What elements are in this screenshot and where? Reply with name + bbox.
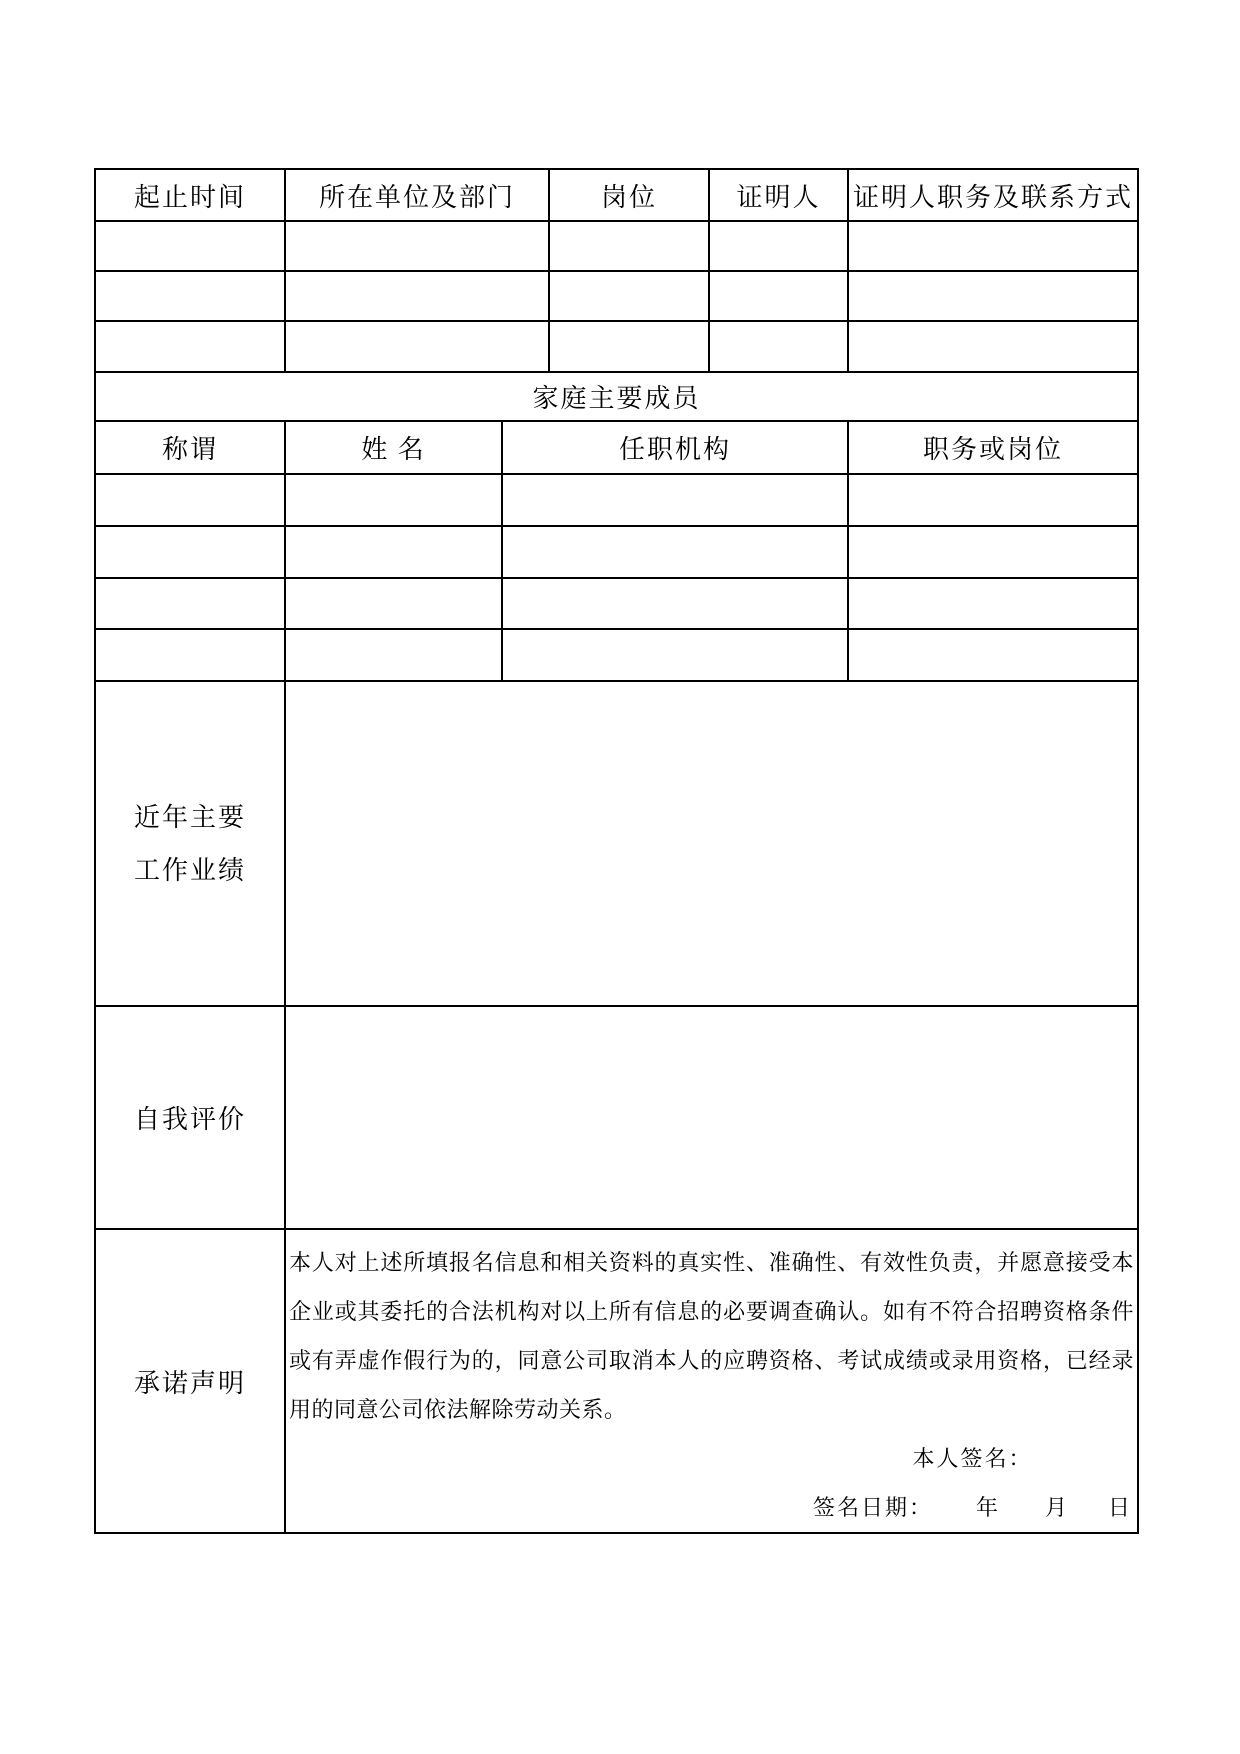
work-history-reference-cell[interactable] — [709, 271, 848, 321]
family-header-organization: 任职机构 — [502, 421, 848, 474]
work-history-post-cell[interactable] — [549, 321, 709, 372]
declaration-label: 承诺声明 — [95, 1229, 285, 1533]
work-history-reference-contact-cell[interactable] — [848, 221, 1138, 271]
work-history-unit-cell[interactable] — [285, 321, 549, 372]
family-position-cell[interactable] — [848, 629, 1138, 681]
family-name-cell[interactable] — [285, 474, 502, 526]
family-organization-cell[interactable] — [502, 629, 848, 681]
family-section-row — [95, 372, 1138, 421]
date-unit-year: 年 — [975, 1495, 1000, 1520]
family-position-cell[interactable] — [848, 578, 1138, 629]
achievements-row — [95, 681, 1138, 1006]
family-row — [95, 629, 1138, 681]
signature-date-label: 签名日期： — [812, 1495, 933, 1520]
self-evaluation-label: 自我评价 — [95, 1006, 285, 1229]
declaration-content-cell — [285, 1229, 1138, 1533]
date-unit-month: 月 — [1045, 1495, 1070, 1520]
work-history-row — [95, 221, 1138, 271]
family-position-cell[interactable] — [848, 474, 1138, 526]
declaration-row — [95, 1229, 1138, 1533]
work-history-reference-contact-cell[interactable] — [848, 321, 1138, 372]
work-history-time-cell[interactable] — [95, 321, 285, 372]
family-position-cell[interactable] — [848, 526, 1138, 578]
family-header-row — [95, 421, 1138, 474]
work-history-header-unit: 所在单位及部门 — [285, 169, 549, 221]
work-history-header-post: 岗位 — [549, 169, 709, 221]
work-history-row — [95, 271, 1138, 321]
family-row — [95, 474, 1138, 526]
work-history-header-row — [95, 169, 1138, 221]
family-relation-cell[interactable] — [95, 578, 285, 629]
family-organization-cell[interactable] — [502, 474, 848, 526]
family-header-name: 姓 名 — [285, 421, 502, 474]
work-history-time-cell[interactable] — [95, 221, 285, 271]
self-evaluation-row — [95, 1006, 1138, 1229]
achievements-label-line2: 工作业绩 — [133, 855, 246, 885]
family-header-relation: 称谓 — [95, 421, 285, 474]
work-history-row — [95, 321, 1138, 372]
work-history-reference-contact-cell[interactable] — [848, 271, 1138, 321]
family-organization-cell[interactable] — [502, 526, 848, 578]
signature-label: 本人签名： — [912, 1446, 1033, 1471]
signature-date-line — [808, 1483, 1137, 1532]
family-relation-cell[interactable] — [95, 474, 285, 526]
work-history-unit-cell[interactable] — [285, 271, 549, 321]
family-organization-cell[interactable] — [502, 578, 848, 629]
family-relation-cell[interactable] — [95, 526, 285, 578]
work-history-header-reference-contact: 证明人职务及联系方式 — [848, 169, 1138, 221]
declaration-text: 本人对上述所填报名信息和相关资料的真实性、准确性、有效性负责，并愿意接受本企业或其委托的合法机构对以上所有信息的必要调查确认。如有不符合招聘资格条件或有弄虚作假行为的，同意公司取消本人的应聘资格、考试成绩或录用资格，已经录用的同意公司依法解除劳动关系。 — [289, 1250, 1135, 1422]
work-history-reference-cell[interactable] — [709, 221, 848, 271]
family-header-position: 职务或岗位 — [848, 421, 1138, 474]
work-history-header-time: 起止时间 — [95, 169, 285, 221]
family-name-cell[interactable] — [285, 526, 502, 578]
work-history-header-reference: 证明人 — [709, 169, 848, 221]
work-history-reference-cell[interactable] — [709, 321, 848, 372]
work-history-post-cell[interactable] — [549, 271, 709, 321]
application-form-table — [94, 168, 1139, 1534]
signature-line — [808, 1434, 1137, 1483]
family-name-cell[interactable] — [285, 629, 502, 681]
work-history-unit-cell[interactable] — [285, 221, 549, 271]
achievements-content-cell[interactable] — [285, 681, 1138, 1006]
family-relation-cell[interactable] — [95, 629, 285, 681]
achievements-label — [95, 681, 285, 1006]
work-history-post-cell[interactable] — [549, 221, 709, 271]
self-evaluation-content-cell[interactable] — [285, 1006, 1138, 1229]
family-row — [95, 578, 1138, 629]
family-section-title: 家庭主要成员 — [95, 372, 1138, 421]
achievements-label-line1: 近年主要 — [133, 802, 246, 832]
date-unit-day: 日 — [1108, 1495, 1133, 1520]
work-history-time-cell[interactable] — [95, 271, 285, 321]
family-name-cell[interactable] — [285, 578, 502, 629]
family-row — [95, 526, 1138, 578]
